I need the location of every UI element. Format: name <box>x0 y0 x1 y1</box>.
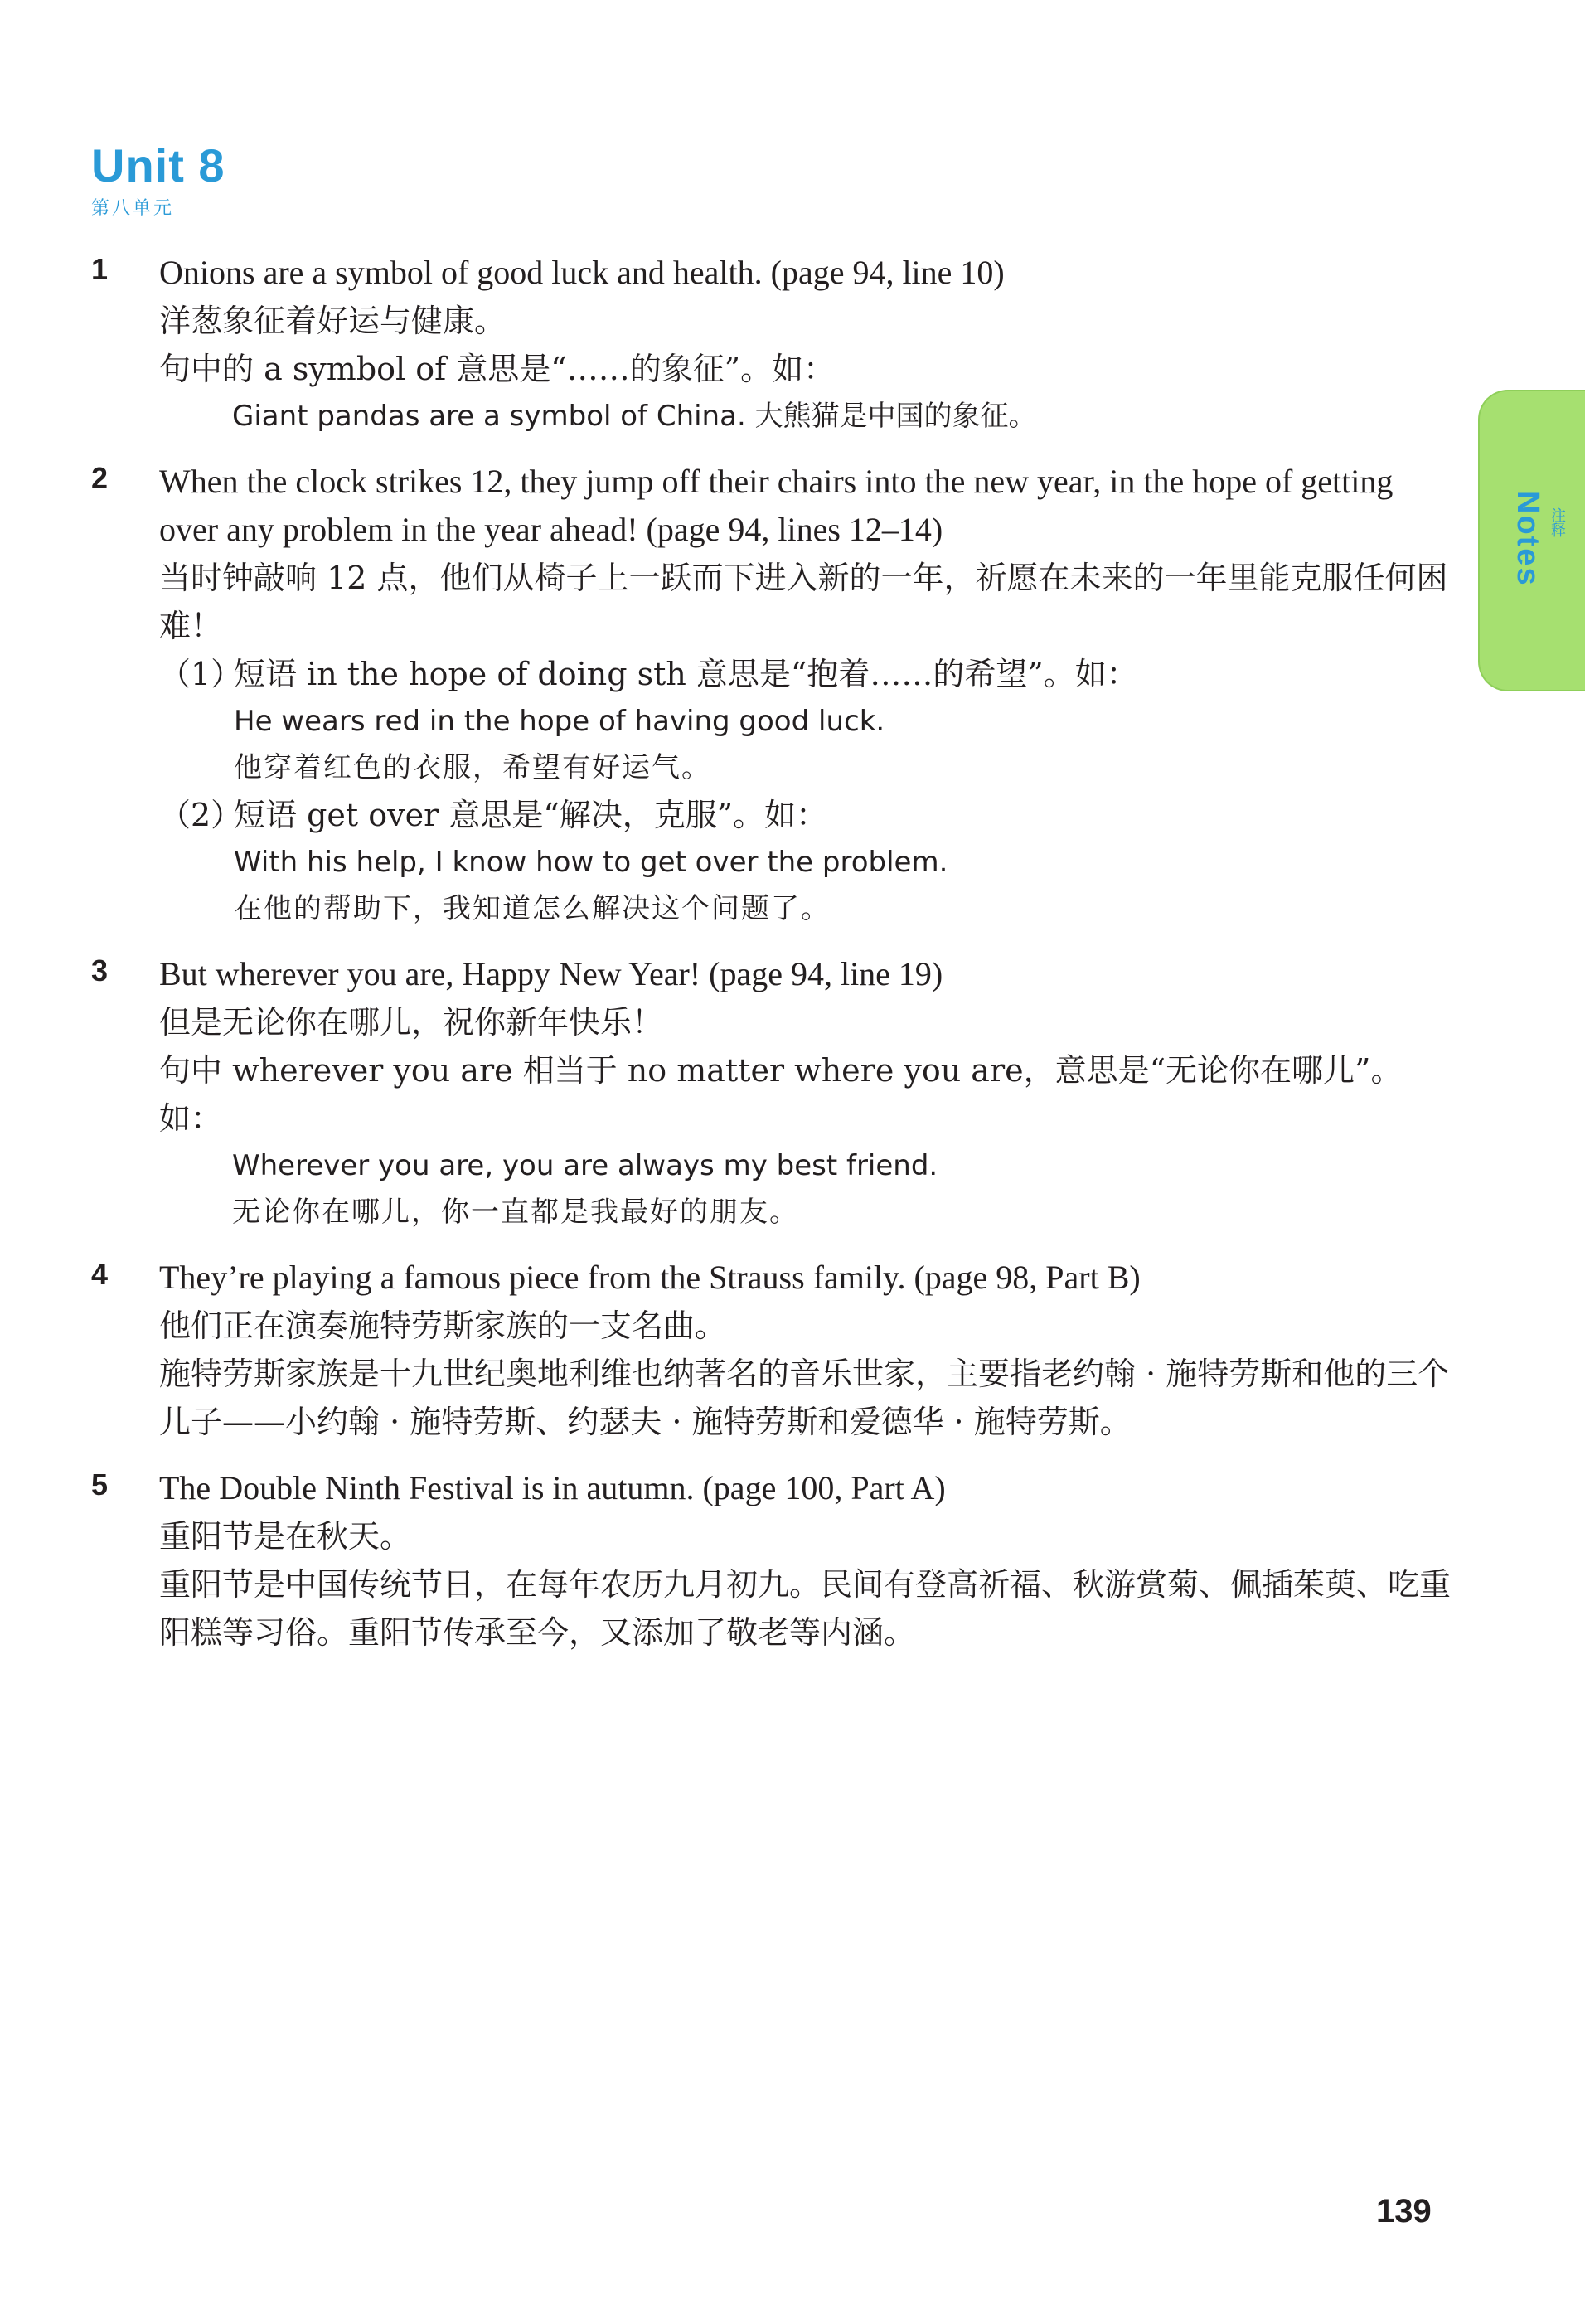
note-number: 1 <box>91 252 109 286</box>
notes-list <box>91 249 1451 1675</box>
note-5 <box>91 1464 1451 1657</box>
notes-tab-label-zh: 注释 <box>1549 507 1566 537</box>
note-explanation: 施特劳斯家族是十九世纪奥地利维也纳著名的音乐世家，主要指老约翰 · 施特劳斯和他的三个儿子——小约翰 · 施特劳斯、约瑟夫 · 施特劳斯和爱德华 · 施特劳斯。 <box>159 1356 1450 1440</box>
example-translation: 无论你在哪儿，你一直都是我最好的朋友。 <box>232 1196 799 1229</box>
note-number: 2 <box>91 461 109 495</box>
note-number: 5 <box>91 1468 109 1502</box>
sub-note-number: （1） <box>159 656 243 692</box>
note-translation: 他们正在演奏施特劳斯家族的一支名曲。 <box>159 1308 727 1344</box>
sub-note-text: 短语 in the hope of doing sth 意思是“抱着……的希望”。如： <box>234 656 1138 692</box>
example <box>159 393 1451 439</box>
note-sentence: The Double Ninth Festival is in autumn. (page 100, Part A) <box>159 1469 946 1506</box>
sub-note-text: 短语 get over 意思是“解决，克服”。如： <box>234 797 828 833</box>
note-explanation: 重阳节是中国传统节日，在每年农历九月初九。民间有登高祈福、秋游赏菊、佩插茱萸、吃重阳糕等习俗。重阳节传承至今，又添加了敬老等内涵。 <box>159 1566 1452 1651</box>
example-sentence: Giant pandas are a symbol of China. 大熊猫是中国的象征。 <box>232 400 1037 433</box>
note-sentence: But wherever you are, Happy New Year! (page 94, line 19) <box>159 955 943 992</box>
example-sentence: With his help, I know how to get over the problem. <box>234 846 948 879</box>
example-sentence: Wherever you are, you are always my best friend. <box>232 1149 938 1182</box>
note-explanation: 句中的 a symbol of 意思是“……的象征”。如： <box>159 351 836 387</box>
unit-subtitle: 第八单元 <box>91 198 175 219</box>
note-translation: 重阳节是在秋天。 <box>159 1518 412 1555</box>
note-sentence: They’re playing a famous piece from the Strauss family. (page 98, Part B) <box>159 1259 1141 1296</box>
note-translation: 但是无论你在哪儿，祝你新年快乐！ <box>159 1004 664 1041</box>
note-translation: 当时钟敲响 12 点，他们从椅子上一跃而下进入新的一年，祈愿在未来的一年里能克服任何困难！ <box>159 560 1448 644</box>
note-explanation: 句中 wherever you are 相当于 no matter where you are，意思是“无论你在哪儿”。如： <box>159 1052 1403 1137</box>
notes-tab-label: Notes <box>1510 491 1545 587</box>
notes-side-tab <box>1478 390 1585 691</box>
note-number: 4 <box>91 1257 109 1291</box>
unit-title: Unit 8 <box>91 139 225 192</box>
note-number: 3 <box>91 953 109 987</box>
sub-note-2 <box>159 791 1451 932</box>
example-sentence: He wears red in the hope of having good luck. <box>234 705 885 738</box>
example-translation: 他穿着红色的衣服，希望有好运气。 <box>234 751 711 784</box>
sub-note-1 <box>159 650 1451 791</box>
page-number: 139 <box>1376 2193 1432 2229</box>
note-1 <box>91 249 1451 439</box>
example <box>159 1143 1451 1235</box>
unit-header <box>91 141 225 220</box>
note-translation: 洋葱象征着好运与健康。 <box>159 303 507 339</box>
note-2 <box>91 458 1451 932</box>
example-translation: 在他的帮助下，我知道怎么解决这个问题了。 <box>234 892 831 925</box>
note-sentence: Onions are a symbol of good luck and health. (page 94, line 10) <box>159 254 1005 291</box>
sub-note-number: （2） <box>159 797 243 833</box>
note-sentence: When the clock strikes 12, they jump off their chairs into the new year, in the hope of getting over any problem in the year ahead! (page 94, lines 12–14) <box>159 463 1394 548</box>
note-4 <box>91 1254 1451 1446</box>
note-3 <box>91 950 1451 1235</box>
